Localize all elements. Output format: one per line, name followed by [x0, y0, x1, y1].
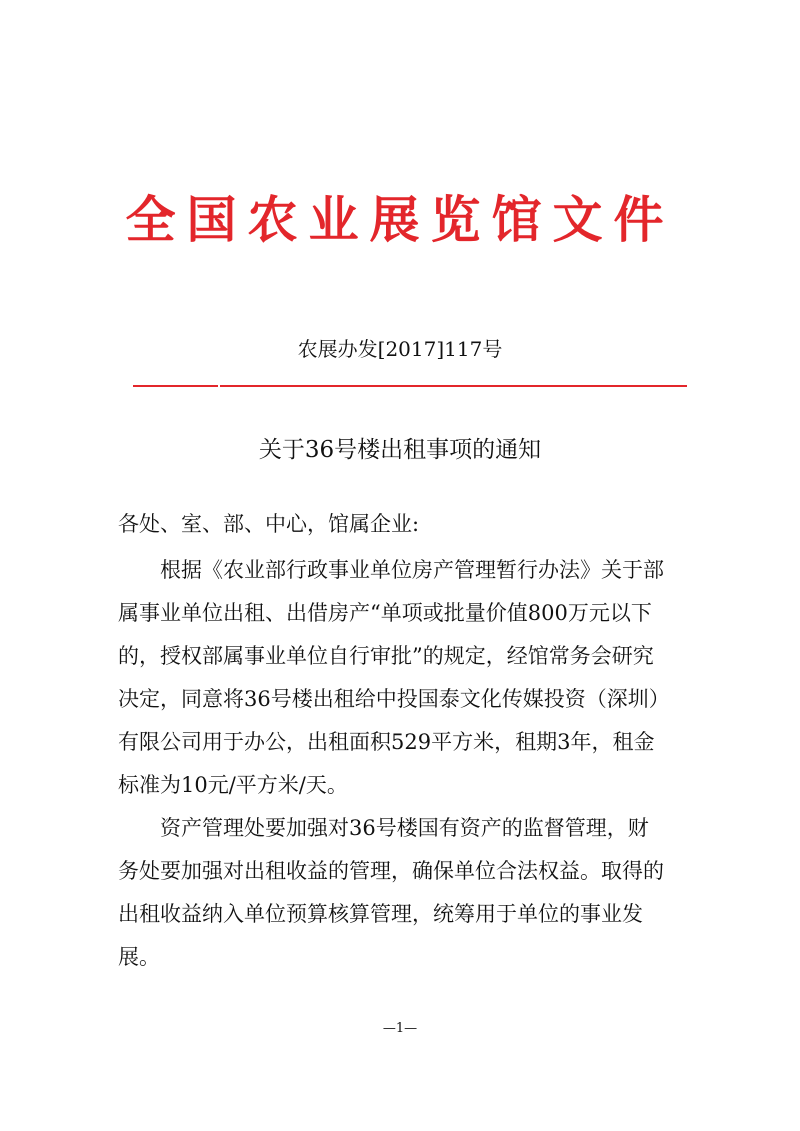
paragraph-line: 有限公司用于办公，出租面积529平方米，租期3年，租金 — [118, 730, 655, 754]
document-number: 农展办发[2017]117号 — [297, 337, 503, 361]
red-divider-right — [220, 385, 687, 387]
paragraph-line: 标准为10元/平方米/天。 — [118, 773, 348, 797]
notice-title: 关于36号楼出租事项的通知 — [258, 437, 542, 463]
paragraph-line: 务处要加强对出租收益的管理，确保单位合法权益。取得的 — [118, 859, 664, 883]
page-number: —1— — [382, 1021, 418, 1036]
paragraph-line: 决定，同意将36号楼出租给中投国泰文化传媒投资（深圳） — [118, 687, 670, 711]
document-header-title: 全国农业展览馆文件 — [125, 190, 675, 249]
red-divider-left — [133, 385, 218, 387]
paragraph-line: 的，授权部属事业单位自行审批”的规定，经馆常务会研究 — [118, 644, 654, 668]
body-paragraph-2 — [118, 807, 698, 979]
paragraph-line: 资产管理处要加强对36号楼国有资产的监督管理，财 — [118, 816, 649, 840]
addressee-line: 各处、室、部、中心，馆属企业: — [118, 512, 420, 536]
paragraph-line: 展。 — [118, 945, 160, 969]
paragraph-line: 出租收益纳入单位预算核算管理，统筹用于单位的事业发 — [118, 902, 643, 926]
paragraph-line: 根据《农业部行政事业单位房产管理暂行办法》关于部 — [118, 558, 664, 582]
body-paragraph-1 — [118, 549, 698, 807]
paragraph-line: 属事业单位出租、出借房产“单项或批量价值800万元以下 — [118, 601, 652, 625]
